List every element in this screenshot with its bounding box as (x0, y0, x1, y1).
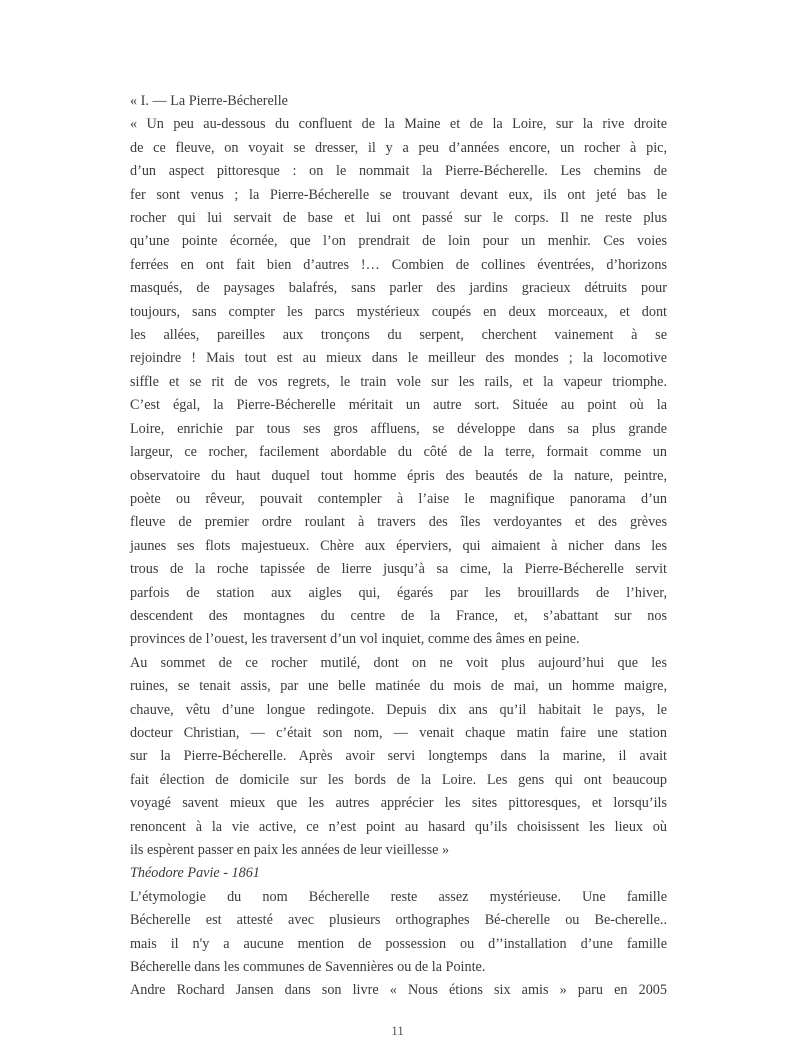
text-line: largeur, ce rocher, facilement abordable du côté de la terre, formait comme un (130, 444, 667, 461)
text-line: voyagé savent mieux que les autres apprécier les sites pittoresques, et lorsqu’ils (130, 795, 667, 812)
text-line: ils espèrent passer en paix les années de leur vieillesse » (130, 842, 450, 858)
text-line: provinces de l’ouest, les traversent d’un vol inquiet, comme des âmes en peine. (130, 631, 580, 648)
paragraph-quote-body-2 (130, 652, 667, 863)
paragraph-commentary-book (130, 979, 667, 1002)
text-line: poète ou rêveur, pouvait contempler à l’aise le magnifique panorama d’un (130, 490, 667, 507)
text-line: jaunes ses flots majestueux. Chère aux éperviers, qui aimaient à nicher dans les (130, 537, 667, 554)
text-line: ruines, se tenait assis, par une belle matinée du mois de mai, un homme maigre, (130, 678, 667, 695)
text-line: rejoindre ! Mais tout est au mieux dans le meilleur des mondes ; la locomotive (130, 350, 667, 367)
text-line: parfois de station aux aigles qui, égarés par les brouillards de l’hiver, (130, 584, 667, 601)
text-line: Loire, enrichie par tous ses gros affluens, se développe dans sa plus grande (130, 420, 667, 437)
text-line: les allées, pareilles aux tronçons du serpent, cherchent vainement à se (130, 327, 667, 344)
text-line: sur la Pierre-Bécherelle. Après avoir servi longtemps dans la marine, il avait (130, 748, 667, 765)
text-line: « I. — La Pierre-Bécherelle (130, 93, 288, 109)
text-line: chauve, vêtu d’une longue redingote. Depuis dix ans qu’il habitait le pays, le (130, 701, 667, 718)
paragraph-quote-heading (130, 90, 667, 113)
text-line: mais il n'y a aucune mention de possession ou d’’installation d’une famille (130, 935, 667, 952)
text-line: Théodore Pavie - 1861 (130, 865, 260, 882)
text-line: masqués, de paysages balafrés, sans parler des jardins gracieux détruits pour (130, 280, 667, 297)
text-line: toujours, sans compter les parcs mystérieux coupés en deux morceaux, et dont (130, 303, 667, 320)
text-line: qu’une pointe écornée, que l’on prendrait de loin pour un menhir. Ces voies (130, 233, 667, 250)
text-line: Bécherelle dans les communes de Savennières ou de la Pointe. (130, 959, 486, 976)
text-line: Au sommet de ce rocher mutilé, dont on ne voit plus aujourd’hui que les (130, 654, 667, 671)
text-line: trous de la roche tapissée de lierre jusqu’à sa cime, la Pierre-Bécherelle servit (130, 561, 667, 578)
document-body (130, 90, 667, 1003)
text-line: d’un aspect pittoresque : on le nommait la Pierre-Bécherelle. Les chemins de (130, 163, 667, 180)
page-number: 11 (391, 1023, 404, 1038)
paragraph-commentary-etymology (130, 886, 667, 980)
text-line: L’étymologie du nom Bécherelle reste assez mystérieuse. Une famille (130, 888, 667, 905)
text-line: Bécherelle est attesté avec plusieurs orthographes Bé-cherelle ou Be-cherelle.. (130, 912, 667, 929)
text-line: fleuve de premier ordre roulant à travers des îles verdoyantes et des grèves (130, 514, 667, 531)
text-line: fer sont venus ; la Pierre-Bécherelle se trouvant devant eux, ils ont jeté bas le (130, 186, 667, 203)
text-line: docteur Christian, — c’était son nom, — venait chaque matin faire une station (130, 724, 667, 741)
text-line: C’est égal, la Pierre-Bécherelle méritait un autre sort. Située au point où la (130, 397, 667, 414)
text-line: fait élection de domicile sur les bords de la Loire. Les gens qui ont beaucoup (130, 771, 667, 788)
text-line: de ce fleuve, on voyait se dresser, il y a peu d’années encore, un rocher à pic, (130, 139, 667, 156)
text-line: renoncent à la vie active, ce n’est point au hasard qu’ils choisissent les lieux où (130, 818, 667, 835)
text-line: rocher qui lui servait de base et lui ont passé sur le corps. Il ne reste plus (130, 210, 667, 227)
paragraph-attribution (130, 862, 667, 885)
text-line: Andre Rochard Jansen dans son livre « Nous étions six amis » paru en 2005 (130, 982, 667, 999)
text-line: siffle et se rit de vos regrets, le train vole sur les rails, et la vapeur triomphe. (130, 373, 667, 390)
text-line: observatoire du haut duquel tout homme épris des beautés de la nature, peintre, (130, 467, 667, 484)
text-line: descendent des montagnes du centre de la France, et, s’abattant sur nos (130, 607, 667, 624)
text-line: « Un peu au-dessous du confluent de la Maine et de la Loire, sur la rive droite (130, 116, 667, 133)
text-line: ferrées en ont fait bien d’autres !… Combien de collines éventrées, d’horizons (130, 256, 667, 273)
paragraph-quote-body-1 (130, 113, 667, 651)
